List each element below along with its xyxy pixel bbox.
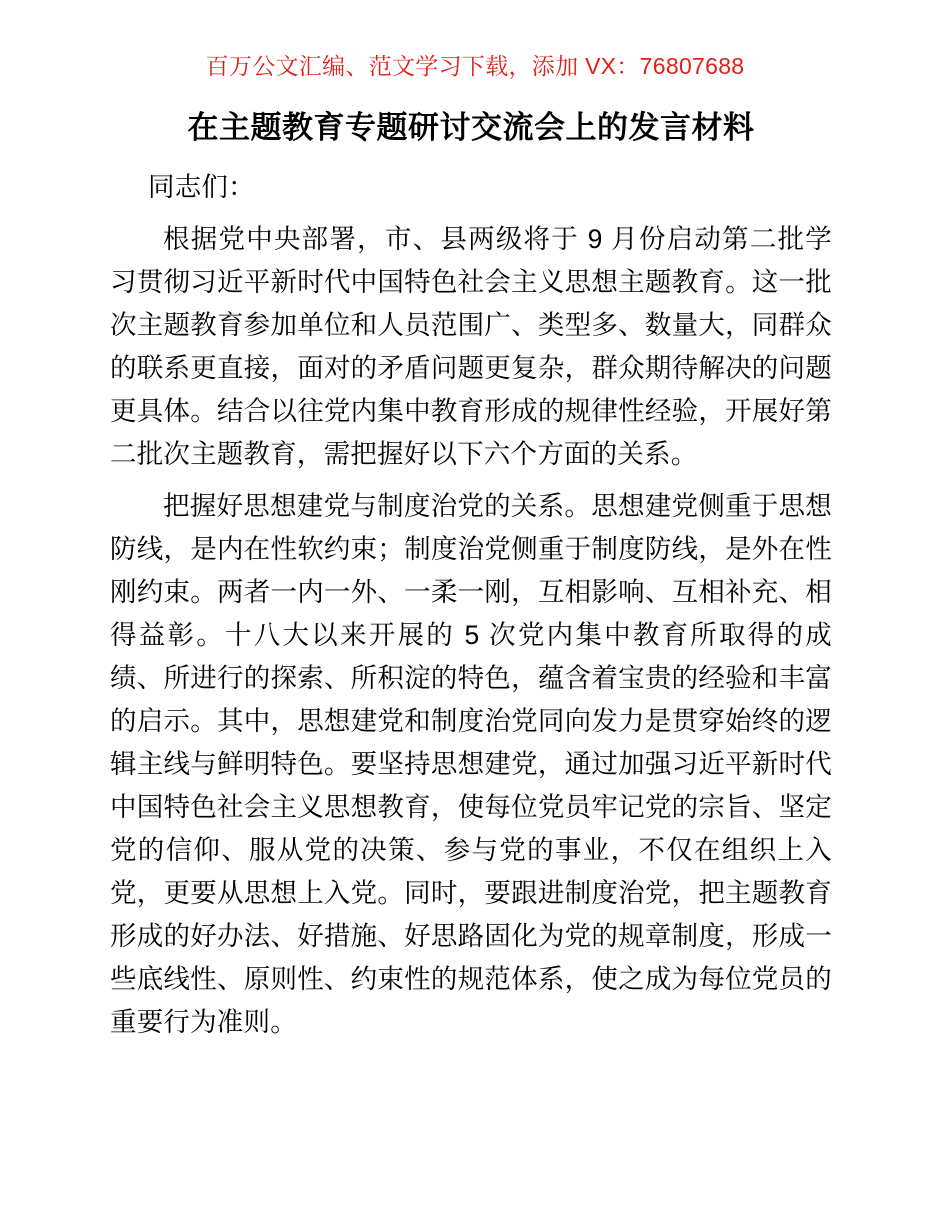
paragraph-1: 根据党中央部署，市、县两级将于 9 月份启动第二批学习贯彻习近平新时代中国特色社会主义思想主题教育。这一批次主题教育参加单位和人员范围广、类型多、数量大，同群众的联系更直接，面对的矛盾问题更复杂，群众期待解决的问题更具体。结合以往党内集中教育形成的规律性经验，开展好第二批次主题教育，需把握好以下六个方面的关系。 xyxy=(110,224,832,469)
salutation: 同志们： xyxy=(148,172,255,202)
document-content xyxy=(110,104,832,1044)
paragraph-2: 把握好思想建党与制度治党的关系。思想建党侧重于思想防线，是内在性软约束；制度治党侧重于制度防线，是外在性刚约束。两者一内一外、一柔一刚，互相影响、互相补充、相得益彰。十八大以来开展的 5 次党内集中教育所取得的成绩、所进行的探索、所积淀的特色，蕴含着宝贵的经验和丰富的启示。其中，思想建党和制度治党同向发力是贯穿始终的逻辑主线与鲜明特色。要坚持思想建党，通过加强习近平新时代中国特色社会主义思想教育，使每位党员牢记党的宗旨、坚定党的信仰、服从党的决策、参与党的事业，不仅在组织上入党，更要从思想上入党。同时，要跟进制度治党，把主题教育形成的好办法、好措施、好思路固化为党的规章制度，形成一些底线性、原则性、约束性的规范体系，使之成为每位党员的重要行为准则。 xyxy=(110,491,832,1037)
page-title: 在主题教育专题研讨交流会上的发言材料 xyxy=(187,110,755,145)
promo-header-text: 百万公文汇编、范文学习下载，添加 VX：76807688 xyxy=(205,53,745,79)
